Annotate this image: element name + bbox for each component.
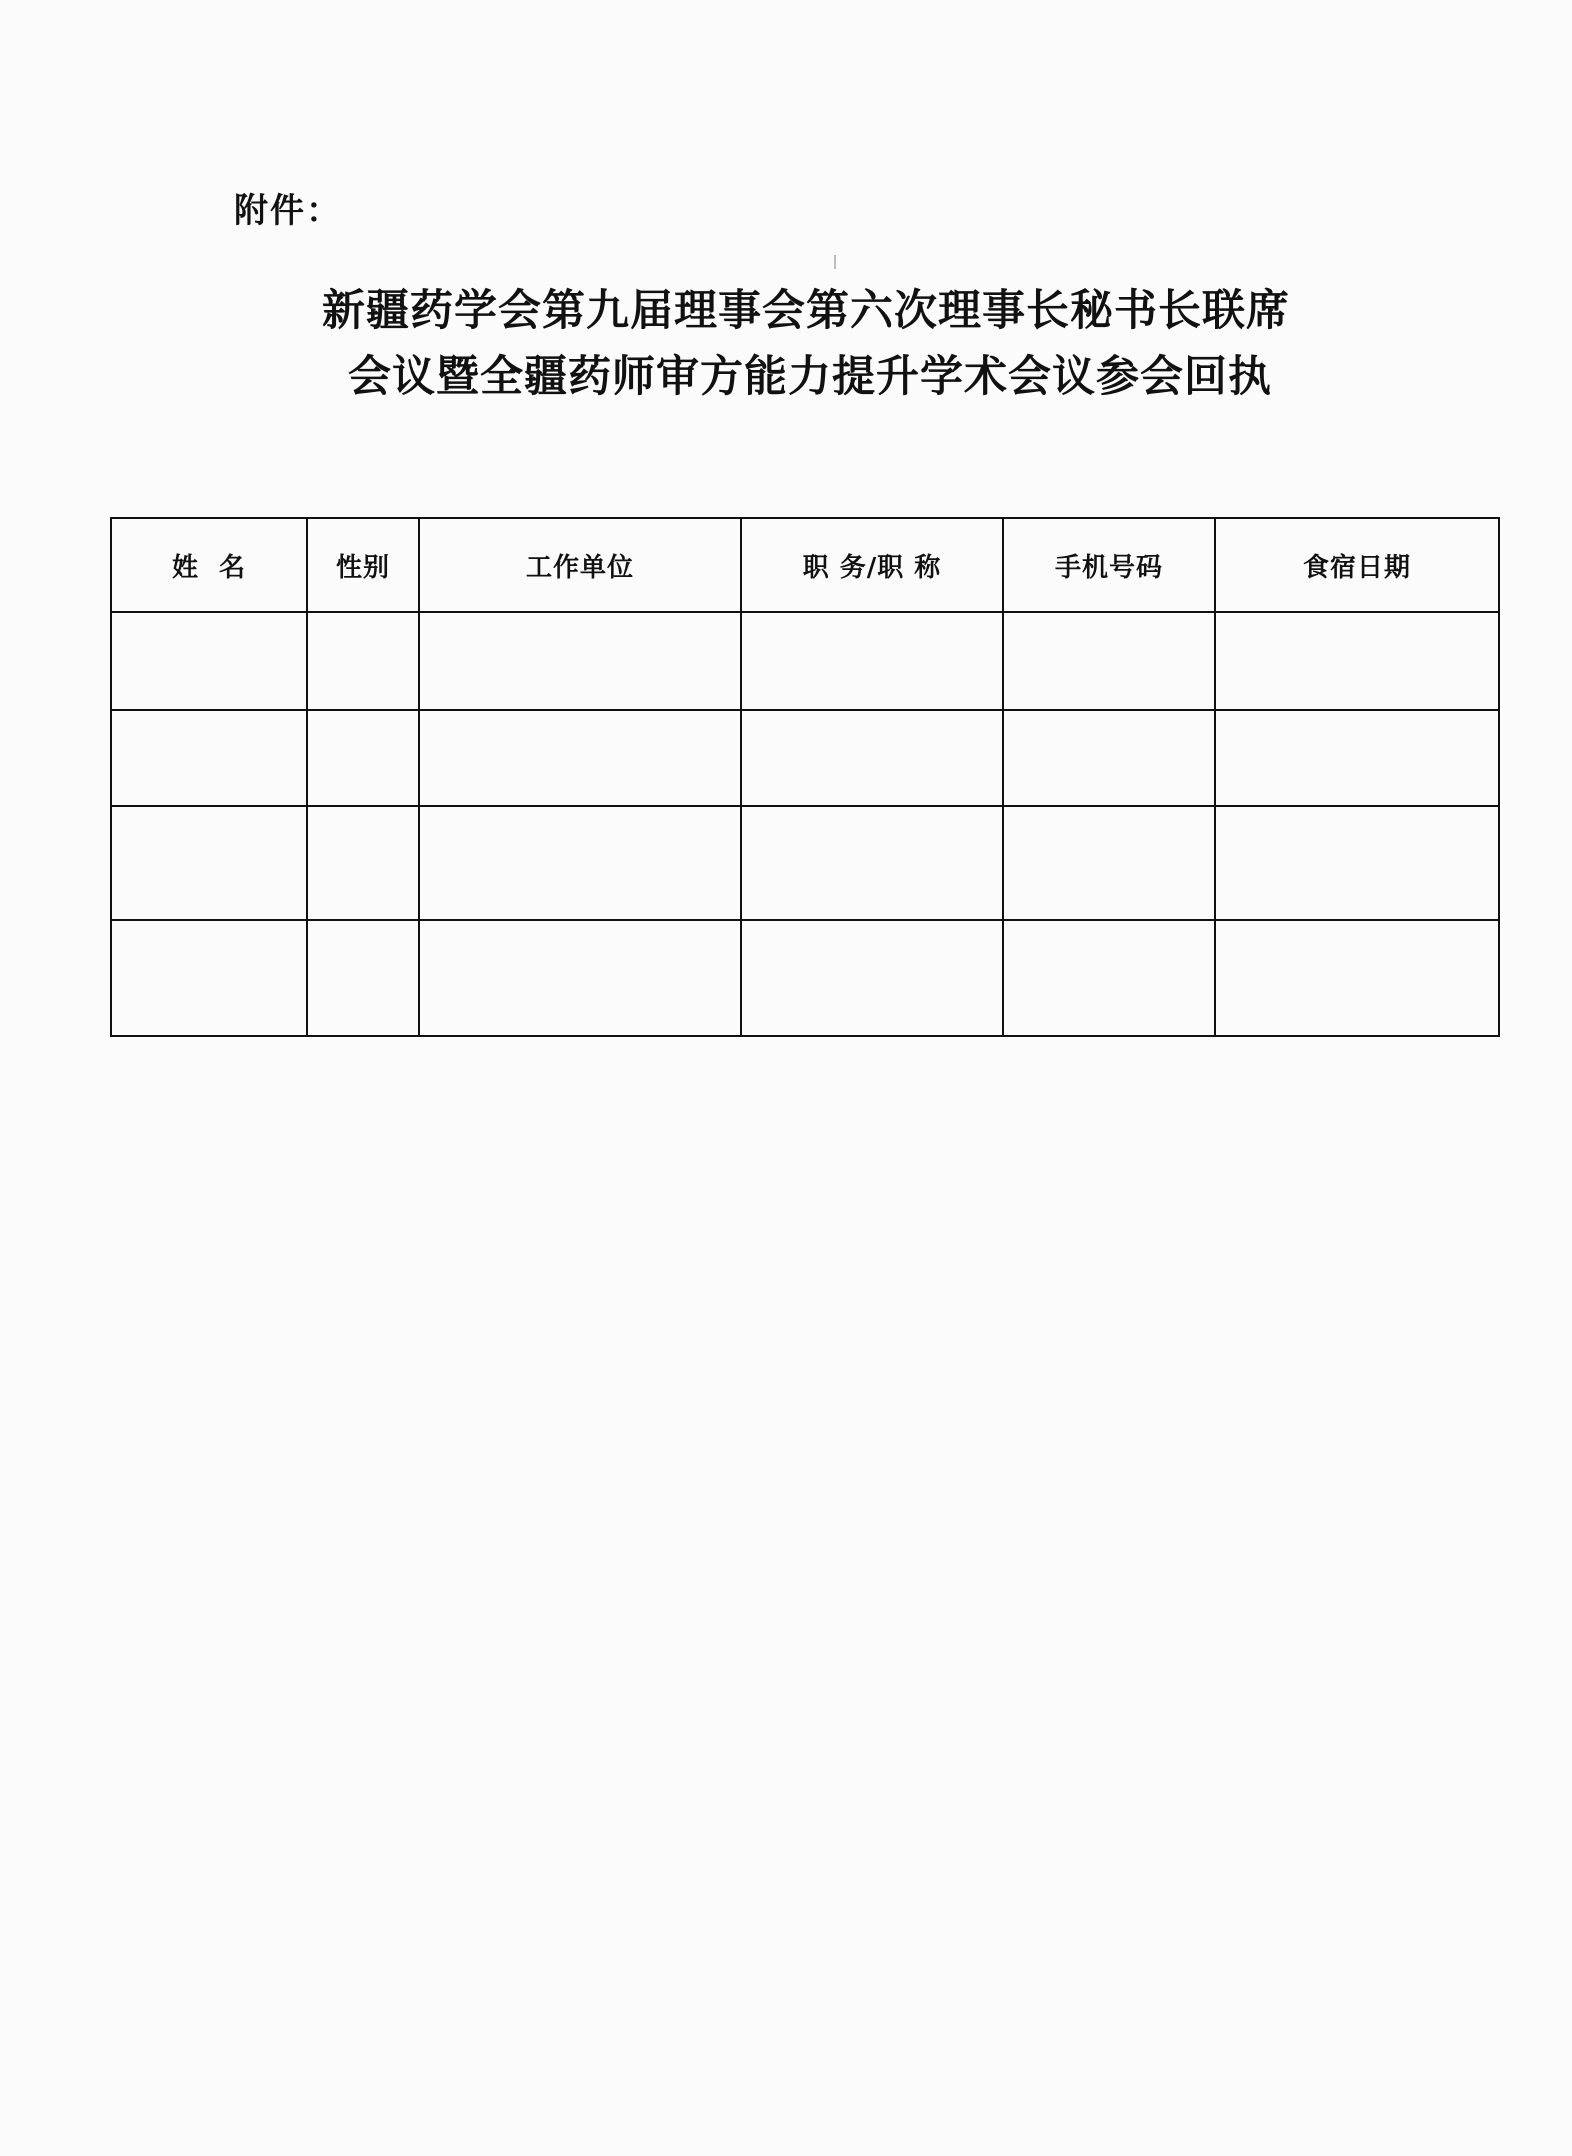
table-cell[interactable]	[307, 710, 419, 806]
header-gender: 性别	[307, 518, 419, 612]
table-cell[interactable]	[419, 806, 741, 920]
table-cell[interactable]	[307, 612, 419, 710]
table-cell[interactable]	[111, 920, 307, 1036]
table-row	[111, 806, 1499, 920]
table-cell[interactable]	[307, 920, 419, 1036]
table-cell[interactable]	[1215, 806, 1499, 920]
table-cell[interactable]	[1215, 612, 1499, 710]
table-cell[interactable]	[111, 710, 307, 806]
table-cell[interactable]	[1003, 710, 1215, 806]
attachment-label: 附件：	[234, 191, 342, 231]
registration-reply-table	[110, 517, 1500, 1037]
scan-mark	[834, 255, 836, 269]
document-title-line-2: 会议暨全疆药师审方能力提升学术会议参会回执	[348, 352, 1272, 402]
table-cell[interactable]	[419, 920, 741, 1036]
table-cell[interactable]	[419, 710, 741, 806]
table-cell[interactable]	[419, 612, 741, 710]
table-row	[111, 920, 1499, 1036]
table-cell[interactable]	[111, 612, 307, 710]
table-cell[interactable]	[741, 710, 1003, 806]
header-phone: 手机号码	[1003, 518, 1215, 612]
table-header-row	[111, 518, 1499, 612]
table-cell[interactable]	[1215, 710, 1499, 806]
table-cell[interactable]	[741, 806, 1003, 920]
table-row	[111, 612, 1499, 710]
table-cell[interactable]	[741, 920, 1003, 1036]
table-row	[111, 710, 1499, 806]
header-position-title: 职 务/职 称	[741, 518, 1003, 612]
table-cell[interactable]	[307, 806, 419, 920]
document-title-line-1: 新疆药学会第九届理事会第六次理事长秘书长联席	[322, 286, 1290, 336]
table-cell[interactable]	[741, 612, 1003, 710]
header-work-unit: 工作单位	[419, 518, 741, 612]
table-cell[interactable]	[1003, 920, 1215, 1036]
header-lodging-dates: 食宿日期	[1215, 518, 1499, 612]
table-cell[interactable]	[1003, 612, 1215, 710]
table-cell[interactable]	[111, 806, 307, 920]
table-cell[interactable]	[1003, 806, 1215, 920]
table-cell[interactable]	[1215, 920, 1499, 1036]
header-name: 姓 名	[111, 518, 307, 612]
